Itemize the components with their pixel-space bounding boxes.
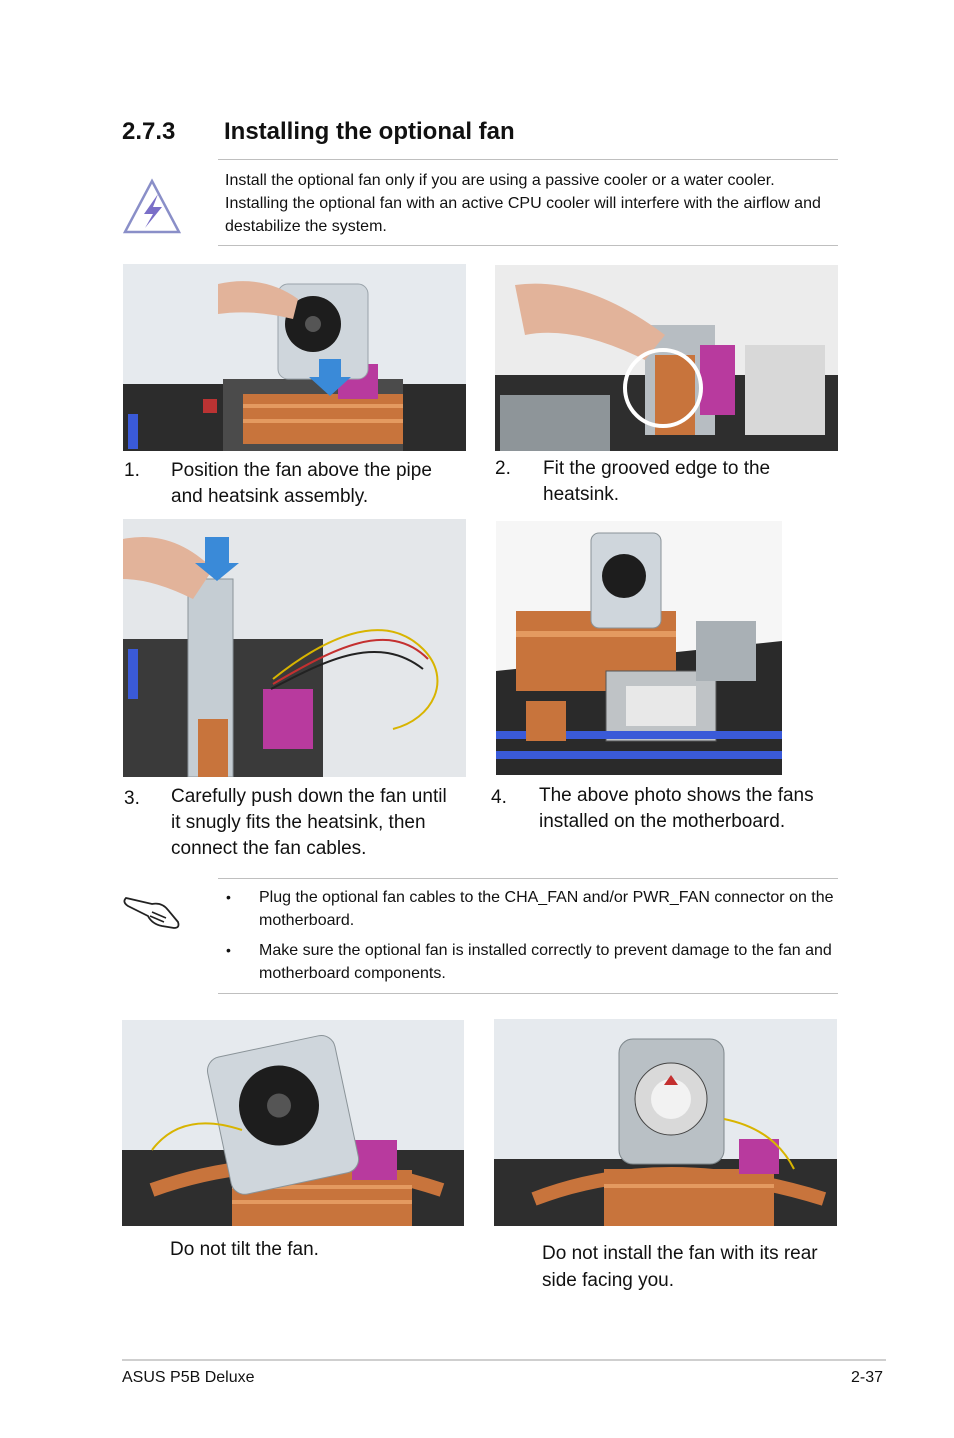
caption-do-not-tilt: Do not tilt the fan. xyxy=(170,1239,319,1260)
warning-text: Install the optional fan only if you are using a passive cooler or a water cooler. Installing the optional fan with an active CPU cooler will interfere with the airflow and destabilize the system. xyxy=(225,172,821,235)
note-top-rule xyxy=(218,878,838,879)
photo-do-not-tilt xyxy=(122,1020,464,1226)
photo-step-2 xyxy=(495,265,838,451)
step-2-text: Fit the grooved edge to the heatsink. xyxy=(543,458,771,505)
section-title: Installing the optional fan xyxy=(224,118,515,145)
photo-step-3 xyxy=(123,519,466,777)
warning-top-rule xyxy=(218,159,838,160)
step-4-text: The above photo shows the fans installed on the motherboard. xyxy=(539,785,814,832)
footer-page-number: 2-37 xyxy=(851,1369,884,1386)
step-2-number: 2. xyxy=(495,458,511,479)
note-bottom-rule xyxy=(218,993,838,994)
step-1-text: Position the fan above the pipe and heatsink assembly. xyxy=(171,460,432,507)
pointing-hand-icon xyxy=(122,888,182,932)
section-number: 2.7.3 xyxy=(122,118,176,145)
warning-lightning-icon xyxy=(122,178,182,236)
note-bullet-1-text: Plug the optional fan cables to the CHA_FAN and/or PWR_FAN connector on the motherboard. xyxy=(259,889,834,929)
photo-step-1 xyxy=(123,264,466,451)
step-3-number: 3. xyxy=(124,788,140,809)
footer-product-name: ASUS P5B Deluxe xyxy=(122,1369,255,1386)
warning-bottom-rule xyxy=(218,245,838,246)
note-bullet-2-text: Make sure the optional fan is installed correctly to prevent damage to the fan and motherboard components. xyxy=(259,942,832,982)
note-bullet-2-symbol: • xyxy=(226,942,231,958)
step-4-number: 4. xyxy=(491,787,507,808)
caption-rear-side: Do not install the fan with its rear side facing you. xyxy=(542,1243,818,1291)
photo-rear-side xyxy=(494,1019,837,1226)
photo-step-4 xyxy=(496,521,782,775)
footer-rule xyxy=(122,1359,886,1361)
step-1-number: 1. xyxy=(124,460,140,481)
note-bullet-1-symbol: • xyxy=(226,889,231,905)
step-3-text: Carefully push down the fan until it snugly fits the heatsink, then connect the fan cables. xyxy=(171,786,447,859)
